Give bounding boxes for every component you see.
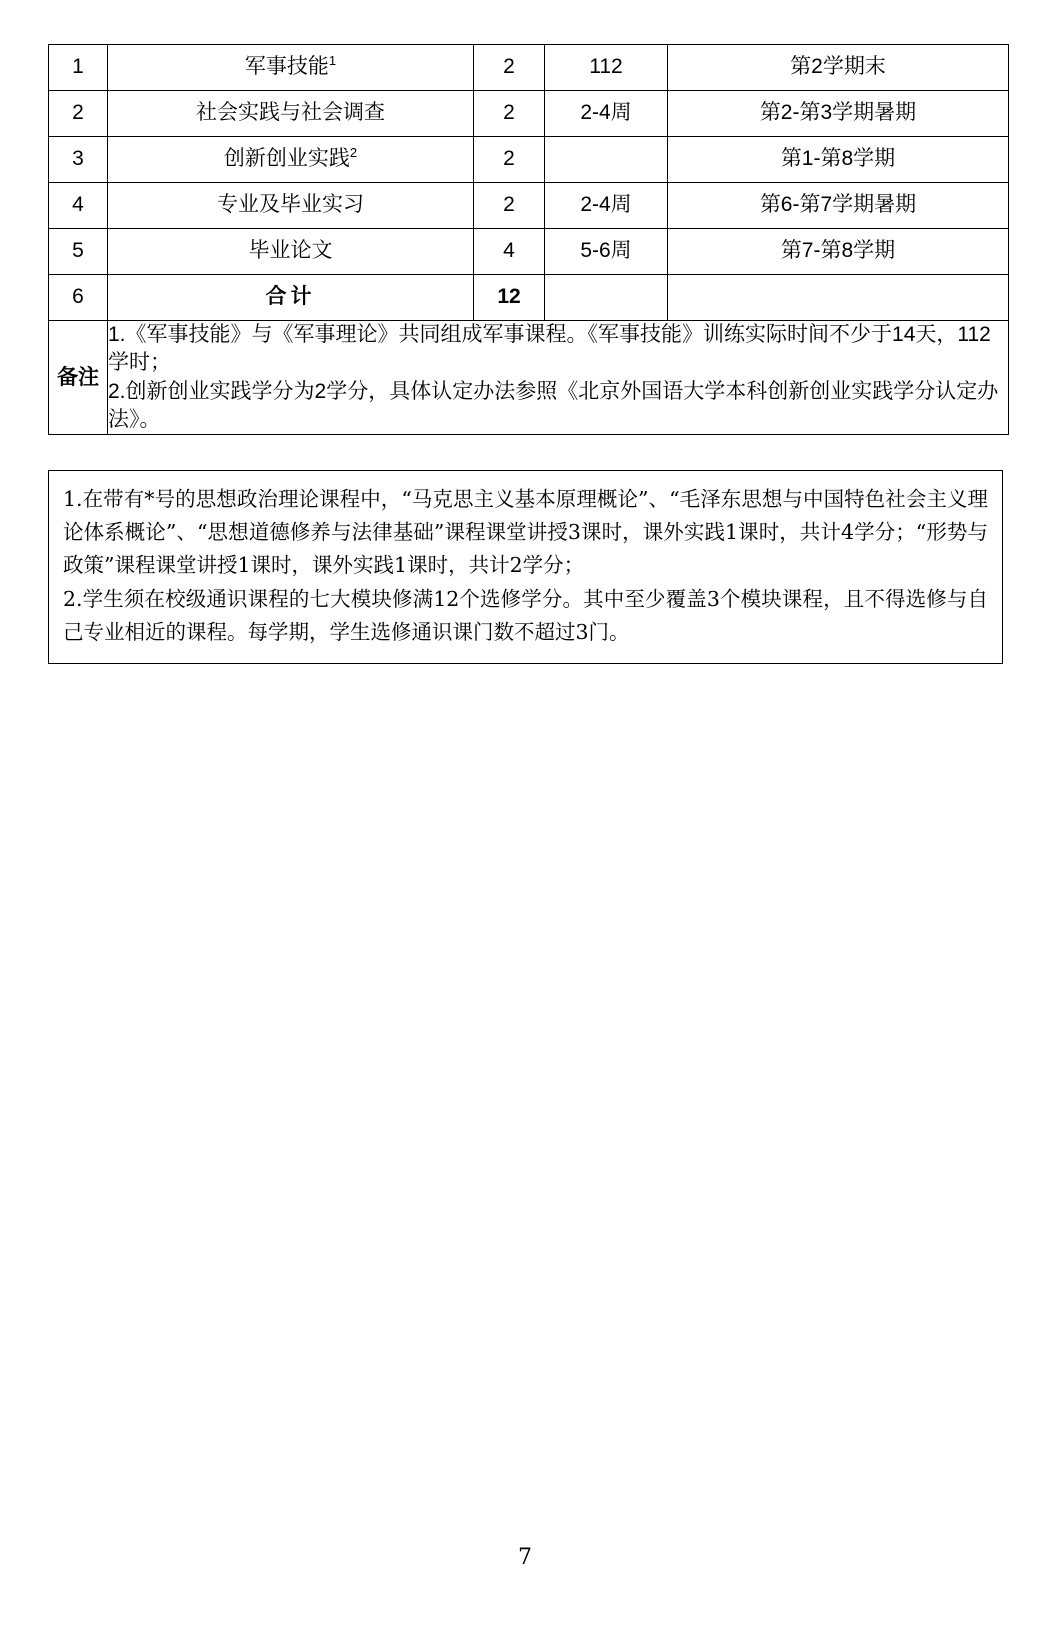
total-term — [668, 275, 1009, 321]
row-index: 5 — [49, 229, 108, 275]
remark-line-1: 1.《军事技能》与《军事理论》共同组成军事课程。《军事技能》训练实际时间不少于14天，112学时； — [108, 323, 991, 375]
course-name-text: 军事技能 — [244, 55, 329, 79]
total-hours — [545, 275, 668, 321]
course-name — [108, 45, 474, 91]
course-term: 第6-第7学期暑期 — [668, 183, 1009, 229]
course-credit: 2 — [474, 91, 545, 137]
course-name — [108, 91, 474, 137]
remark-line-2: 2.创新创业实践学分为2学分，具体认定办法参照《北京外国语大学本科创新创业实践学分认定办法》。 — [108, 379, 999, 432]
row-index: 2 — [49, 91, 108, 137]
table-remark-row — [49, 321, 1009, 435]
remark-label: 备注 — [49, 321, 108, 435]
course-term: 第2学期末 — [668, 45, 1009, 91]
table-row — [49, 183, 1009, 229]
total-credit: 12 — [474, 275, 545, 321]
course-hours — [545, 137, 668, 183]
course-name-text: 专业及毕业实习 — [217, 193, 364, 217]
total-label: 合计 — [108, 275, 474, 321]
course-credit: 2 — [474, 137, 545, 183]
course-name — [108, 137, 474, 183]
table-row — [49, 91, 1009, 137]
table-row — [49, 45, 1009, 91]
row-index: 6 — [49, 275, 108, 321]
table-row-total — [49, 275, 1009, 321]
page-number: 7 — [518, 1545, 532, 1570]
course-credit: 4 — [474, 229, 545, 275]
course-hours: 2-4周 — [545, 91, 668, 137]
course-term: 第1-第8学期 — [668, 137, 1009, 183]
table-body — [49, 45, 1009, 435]
remark-body — [108, 321, 1009, 435]
course-name-text: 毕业论文 — [248, 239, 333, 263]
course-hours: 5-6周 — [545, 229, 668, 275]
table-row — [49, 229, 1009, 275]
course-hours: 112 — [545, 45, 668, 91]
row-index: 1 — [49, 45, 108, 91]
footnote-line-2: 2.学生须在校级通识课程的七大模块修满12个选修学分。其中至少覆盖3个模块课程，且不得选修与自己专业相近的课程。每学期，学生选修通识课门数不超过3门。 — [63, 586, 988, 644]
row-index: 4 — [49, 183, 108, 229]
footnote-box — [48, 470, 1003, 664]
course-name-superscript: 2 — [349, 145, 358, 161]
course-name — [108, 229, 474, 275]
course-term: 第2-第3学期暑期 — [668, 91, 1009, 137]
course-credit: 2 — [474, 183, 545, 229]
course-name-superscript: 1 — [328, 53, 337, 69]
row-index: 3 — [49, 137, 108, 183]
practice-courses-table — [48, 44, 1009, 435]
course-credit: 2 — [474, 45, 545, 91]
course-name-text: 社会实践与社会调查 — [196, 101, 385, 125]
table-row — [49, 137, 1009, 183]
course-term: 第7-第8学期 — [668, 229, 1009, 275]
course-name-text: 创新创业实践 — [223, 147, 350, 171]
course-name — [108, 183, 474, 229]
course-hours: 2-4周 — [545, 183, 668, 229]
footnote-line-1: 1.在带有*号的思想政治理论课程中，“马克思主义基本原理概论”、“毛泽东思想与中国特色社会主义理论体系概论”、“思想道德修养与法律基础”课程课堂讲授3课时，课外实践1课时，共计4学分；“形势与政策”课程课堂讲授1课时，课外实践1课时，共计2学分； — [63, 487, 988, 578]
